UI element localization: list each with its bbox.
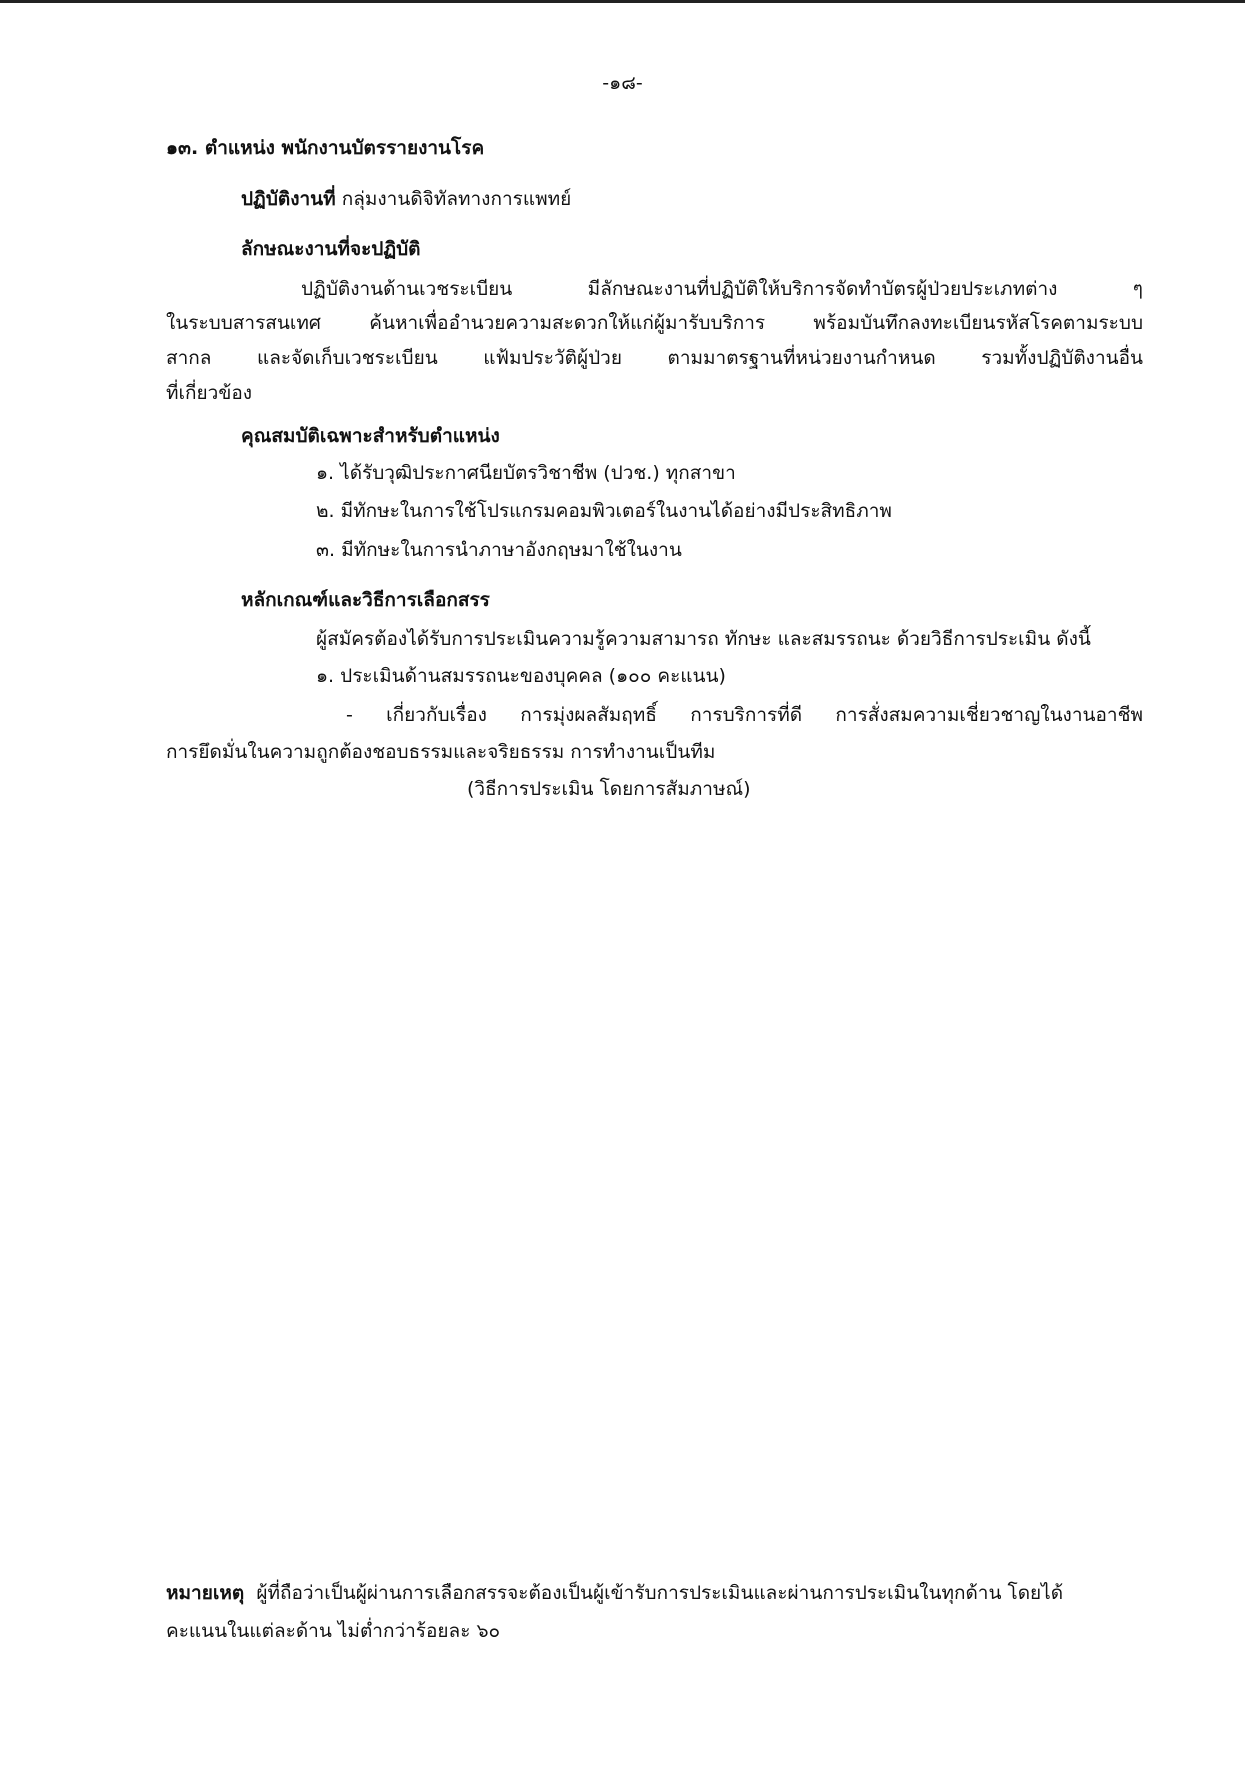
job-nature-line: ปฏิบัติงานด้านเวชระเบียน มีลักษณะงานที่ปฏิบัติให้บริการจัดทำบัตรผู้ป่วยประเภทต่าง ๆ <box>301 278 1143 300</box>
qualification-item: ๑. ได้รับวุฒิประกาศนียบัตรวิชาชีพ (ปวช.) ทุกสาขา <box>316 462 736 484</box>
position-heading: ๑๓. ตำแหน่ง พนักงานบัตรรายงานโรค <box>166 137 485 159</box>
evaluation-method: (วิธีการประเมิน โดยการสัมภาษณ์) <box>467 778 751 800</box>
criteria-detail-line: - เกี่ยวกับเรื่อง การมุ่งผลสัมฤทธิ์ การบริการที่ดี การสั่งสมความเชี่ยวชาญในงานอาชีพ <box>346 704 1143 726</box>
criteria-title: หลักเกณฑ์และวิธีการเลือกสรร <box>241 589 490 611</box>
scan-top-border <box>0 0 1245 3</box>
note-line <box>166 1580 1143 1606</box>
page-number: -๑๘- <box>602 72 643 94</box>
note-label: หมายเหตุ <box>166 1582 245 1604</box>
qualification-item: ๓. มีทักษะในการนำภาษาอังกฤษมาใช้ในงาน <box>316 539 682 561</box>
workplace-value: กลุ่มงานดิจิทัลทางการแพทย์ <box>341 188 572 210</box>
job-nature-line: ในระบบสารสนเทศ ค้นหาเพื่ออำนวยความสะดวกให้แก่ผู้มารับบริการ พร้อมบันทึกลงทะเบียนรหัสโรคตามระบบ <box>166 312 1143 334</box>
criteria-intro: ผู้สมัครต้องได้รับการประเมินความรู้ความสามารถ ทักษะ และสมรรถนะ ด้วยวิธีการประเมิน ดังนี้ <box>316 628 1091 650</box>
qualifications-title: คุณสมบัติเฉพาะสำหรับตำแหน่ง <box>241 425 500 447</box>
workplace-line <box>241 186 571 212</box>
note-text: ผู้ที่ถือว่าเป็นผู้ผ่านการเลือกสรรจะต้องเป็นผู้เข้ารับการประเมินและผ่านการประเมินในทุกด้าน โดยได้ <box>256 1582 1064 1604</box>
job-nature-line: ที่เกี่ยวข้อง <box>166 382 253 404</box>
job-nature-title: ลักษณะงานที่จะปฏิบัติ <box>241 238 421 260</box>
qualification-item: ๒. มีทักษะในการใช้โปรแกรมคอมพิวเตอร์ในงานได้อย่างมีประสิทธิภาพ <box>316 500 892 522</box>
criteria-detail-line: การยึดมั่นในความถูกต้องชอบธรรมและจริยธรรม การทำงานเป็นทีม <box>166 741 716 763</box>
workplace-label: ปฏิบัติงานที่ <box>241 188 336 210</box>
note-line-2: คะแนนในแต่ละด้าน ไม่ต่ำกว่าร้อยละ ๖๐ <box>166 1620 501 1642</box>
criteria-item: ๑. ประเมินด้านสมรรถนะของบุคคล (๑๐๐ คะแนน) <box>316 665 726 687</box>
job-nature-line: สากล และจัดเก็บเวชระเบียน แฟ้มประวัติผู้ป่วย ตามมาตรฐานที่หน่วยงานกำหนด รวมทั้งปฏิบัติงานอื่น <box>166 347 1143 369</box>
